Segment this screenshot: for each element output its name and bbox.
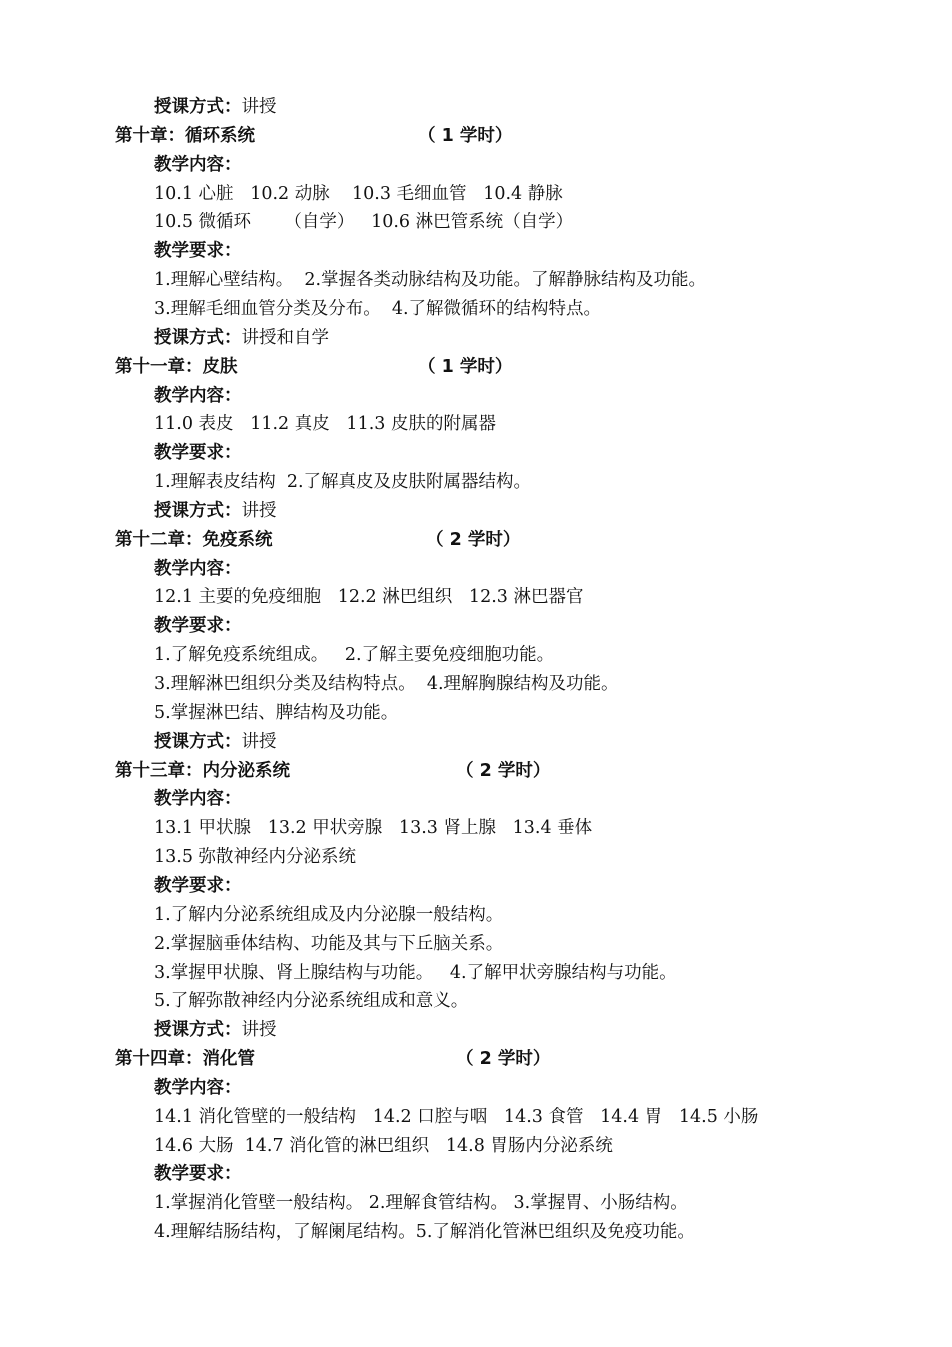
section-heading: 教学要求： — [154, 875, 242, 896]
teaching-method-label: 授课方式： — [154, 327, 242, 348]
body-line: 5.了解弥散神经内分泌系统组成和意义。 — [154, 991, 469, 1012]
teaching-method — [154, 1019, 277, 1041]
section-heading: 教学要求： — [154, 443, 242, 464]
chapter-hours: （ 2 学时） — [456, 760, 551, 781]
body-line: 1.理解心壁结构。 2.掌握各类动脉结构及功能。了解静脉结构及功能。 — [154, 270, 707, 291]
body-line: 14.6 大肠 14.7 消化管的淋巴组织 14.8 胃肠内分泌系统 — [154, 1135, 613, 1156]
body-line: 4.理解结肠结构，了解阑尾结构。5.了解消化管淋巴组织及免疫功能。 — [154, 1222, 695, 1243]
body-line: 10.1 心脏 10.2 动脉 10.3 毛细血管 10.4 静脉 — [154, 183, 563, 204]
section-heading: 教学内容： — [154, 385, 242, 406]
body-line: 1.了解内分泌系统组成及内分泌腺一般结构。 — [154, 904, 504, 925]
chapter-title: 第十一章：皮肤 — [115, 356, 238, 377]
section-heading: 教学要求： — [154, 1164, 242, 1185]
chapter-hours: （ 2 学时） — [456, 1049, 551, 1070]
body-line: 13.1 甲状腺 13.2 甲状旁腺 13.3 肾上腺 13.4 垂体 — [154, 818, 593, 839]
chapter-hours: （ 1 学时） — [418, 356, 513, 377]
body-line: 11.0 表皮 11.2 真皮 11.3 皮肤的附属器 — [154, 414, 496, 435]
teaching-method-label: 授课方式： — [154, 1020, 242, 1041]
body-line: 14.1 消化管壁的一般结构 14.2 口腔与咽 14.3 食管 14.4 胃 14.5 小肠 — [154, 1106, 759, 1127]
body-line: 3.理解淋巴组织分类及结构特点。 4.理解胸腺结构及功能。 — [154, 674, 619, 694]
teaching-method — [154, 500, 277, 522]
chapter-hours: （ 1 学时） — [418, 125, 513, 146]
chapter-title: 第十四章：消化管 — [115, 1049, 255, 1070]
chapter-title: 第十三章：内分泌系统 — [115, 760, 290, 781]
chapter-heading — [115, 529, 521, 551]
teaching-method-value: 讲授 — [241, 1020, 277, 1041]
body-line: 1.掌握消化管壁一般结构。 2.理解食管结构。 3.掌握胃、小肠结构。 — [154, 1193, 688, 1214]
body-line: 3.掌握甲状腺、肾上腺结构与功能。 4.了解甲状旁腺结构与功能。 — [154, 962, 677, 983]
body-line: 12.1 主要的免疫细胞 12.2 淋巴组织 12.3 淋巴器官 — [154, 587, 584, 608]
section-heading: 教学内容： — [154, 558, 242, 579]
chapter-title: 第十二章：免疫系统 — [115, 529, 273, 550]
body-line: 3.理解毛细血管分类及分布。 4.了解微循环的结构特点。 — [154, 298, 602, 319]
teaching-method-label: 授课方式： — [154, 97, 242, 117]
body-line: 1.理解表皮结构 2.了解真皮及皮肤附属器结构。 — [154, 472, 532, 493]
teaching-method-label: 授课方式： — [154, 731, 242, 752]
teaching-method — [154, 327, 329, 349]
chapter-heading — [115, 1048, 551, 1070]
teaching-method-label: 授课方式： — [154, 500, 242, 521]
section-heading: 教学内容： — [154, 789, 242, 810]
teaching-method-value: 讲授 — [241, 97, 277, 117]
teaching-method-value: 讲授 — [241, 500, 277, 521]
teaching-method-value: 讲授和自学 — [241, 327, 329, 348]
body-line: 13.5 弥散神经内分泌系统 — [154, 847, 357, 868]
section-heading: 教学要求： — [154, 616, 242, 637]
teaching-method-value: 讲授 — [241, 731, 277, 752]
chapter-hours: （ 2 学时） — [426, 529, 521, 550]
chapter-title: 第十章：循环系统 — [115, 125, 255, 146]
teaching-method — [154, 731, 277, 753]
body-line: 5.掌握淋巴结、脾结构及功能。 — [154, 702, 399, 723]
section-heading: 教学要求： — [154, 241, 242, 262]
body-line: 10.5 微循环 （自学） 10.6 淋巴管系统（自学） — [154, 212, 574, 233]
section-heading: 教学内容： — [154, 1077, 242, 1098]
chapter-heading — [115, 760, 551, 782]
chapter-heading — [115, 125, 513, 147]
teaching-method — [154, 96, 277, 118]
body-line: 1.了解免疫系统组成。 2.了解主要免疫细胞功能。 — [154, 645, 555, 666]
chapter-heading — [115, 356, 513, 378]
body-line: 2.掌握脑垂体结构、功能及其与下丘脑关系。 — [154, 933, 504, 954]
section-heading: 教学内容： — [154, 154, 242, 175]
